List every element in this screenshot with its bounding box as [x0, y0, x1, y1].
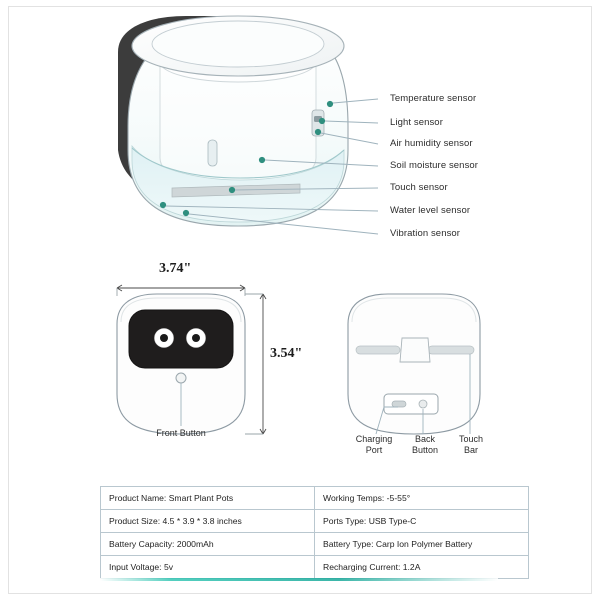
back-button [419, 400, 427, 408]
callout-touch-sensor: Touch sensor [390, 182, 448, 193]
touch-bar-left [356, 346, 400, 354]
sensor-dot-light [319, 118, 325, 124]
sensor-dot-air-humidity [315, 129, 321, 135]
callout-soil-moisture-sensor: Soil moisture sensor [390, 160, 479, 171]
charging-port-label-line2: Port [365, 445, 383, 455]
sensor-dot-water-level [160, 202, 166, 208]
callout-light-sensor: Light sensor [390, 117, 443, 128]
back-button-label-line2: Button [411, 445, 439, 455]
height-dimension-arrows [245, 294, 266, 434]
front-view [95, 262, 305, 462]
spec-cell-battery-type: Battery Type: Carp Ion Polymer Battery [315, 533, 529, 556]
charging-port-label-line1: Charging [355, 434, 393, 444]
sensor-dot-vibration [183, 210, 189, 216]
sensor-dot-soil-moisture [259, 157, 265, 163]
back-button-label-line1: Back [414, 434, 435, 444]
table-row [101, 556, 529, 579]
callout-temperature-sensor: Temperature sensor [390, 93, 477, 104]
touch-bar-label-line2: Bar [463, 445, 478, 455]
width-dimension-label: 3.74" [159, 261, 192, 276]
callout-water-level-sensor: Water level sensor [390, 205, 471, 216]
sensor-dot-temperature [327, 101, 333, 107]
spec-cell-ports-type: Ports Type: USB Type-C [315, 510, 529, 533]
touch-bar-right [428, 346, 474, 354]
height-dimension-label: 3.54" [270, 346, 303, 361]
touch-bar-label [449, 434, 493, 456]
spec-table [100, 486, 529, 579]
back-button-label [402, 434, 448, 456]
charging-port-label [346, 434, 402, 456]
spec-cell-input-voltage: Input Voltage: 5v [101, 556, 315, 579]
table-row [101, 487, 529, 510]
callout-vibration-sensor: Vibration sensor [390, 228, 461, 239]
table-row [101, 510, 529, 533]
cutaway-svg [0, 0, 584, 262]
front-button-label: Front Button [156, 428, 206, 438]
spec-cell-battery-capacity: Battery Capacity: 2000mAh [101, 533, 315, 556]
callout-air-humidity-sensor: Air humidity sensor [390, 138, 473, 149]
back-view [330, 276, 530, 466]
cutaway-illustration [0, 0, 584, 262]
spec-cell-working-temps: Working Temps: -5-55° [315, 487, 529, 510]
charging-port [392, 401, 406, 407]
table-row [101, 533, 529, 556]
spec-cell-product-size: Product Size: 4.5 * 3.9 * 3.8 inches [101, 510, 315, 533]
spec-cell-product-name: Product Name: Smart Plant Pots [101, 487, 315, 510]
sensor-dot-touch [229, 187, 235, 193]
bottom-accent-bar [100, 578, 498, 581]
touch-bar-label-line1: Touch [458, 434, 484, 444]
spec-cell-recharging-current: Recharging Current: 1.2A [315, 556, 529, 579]
